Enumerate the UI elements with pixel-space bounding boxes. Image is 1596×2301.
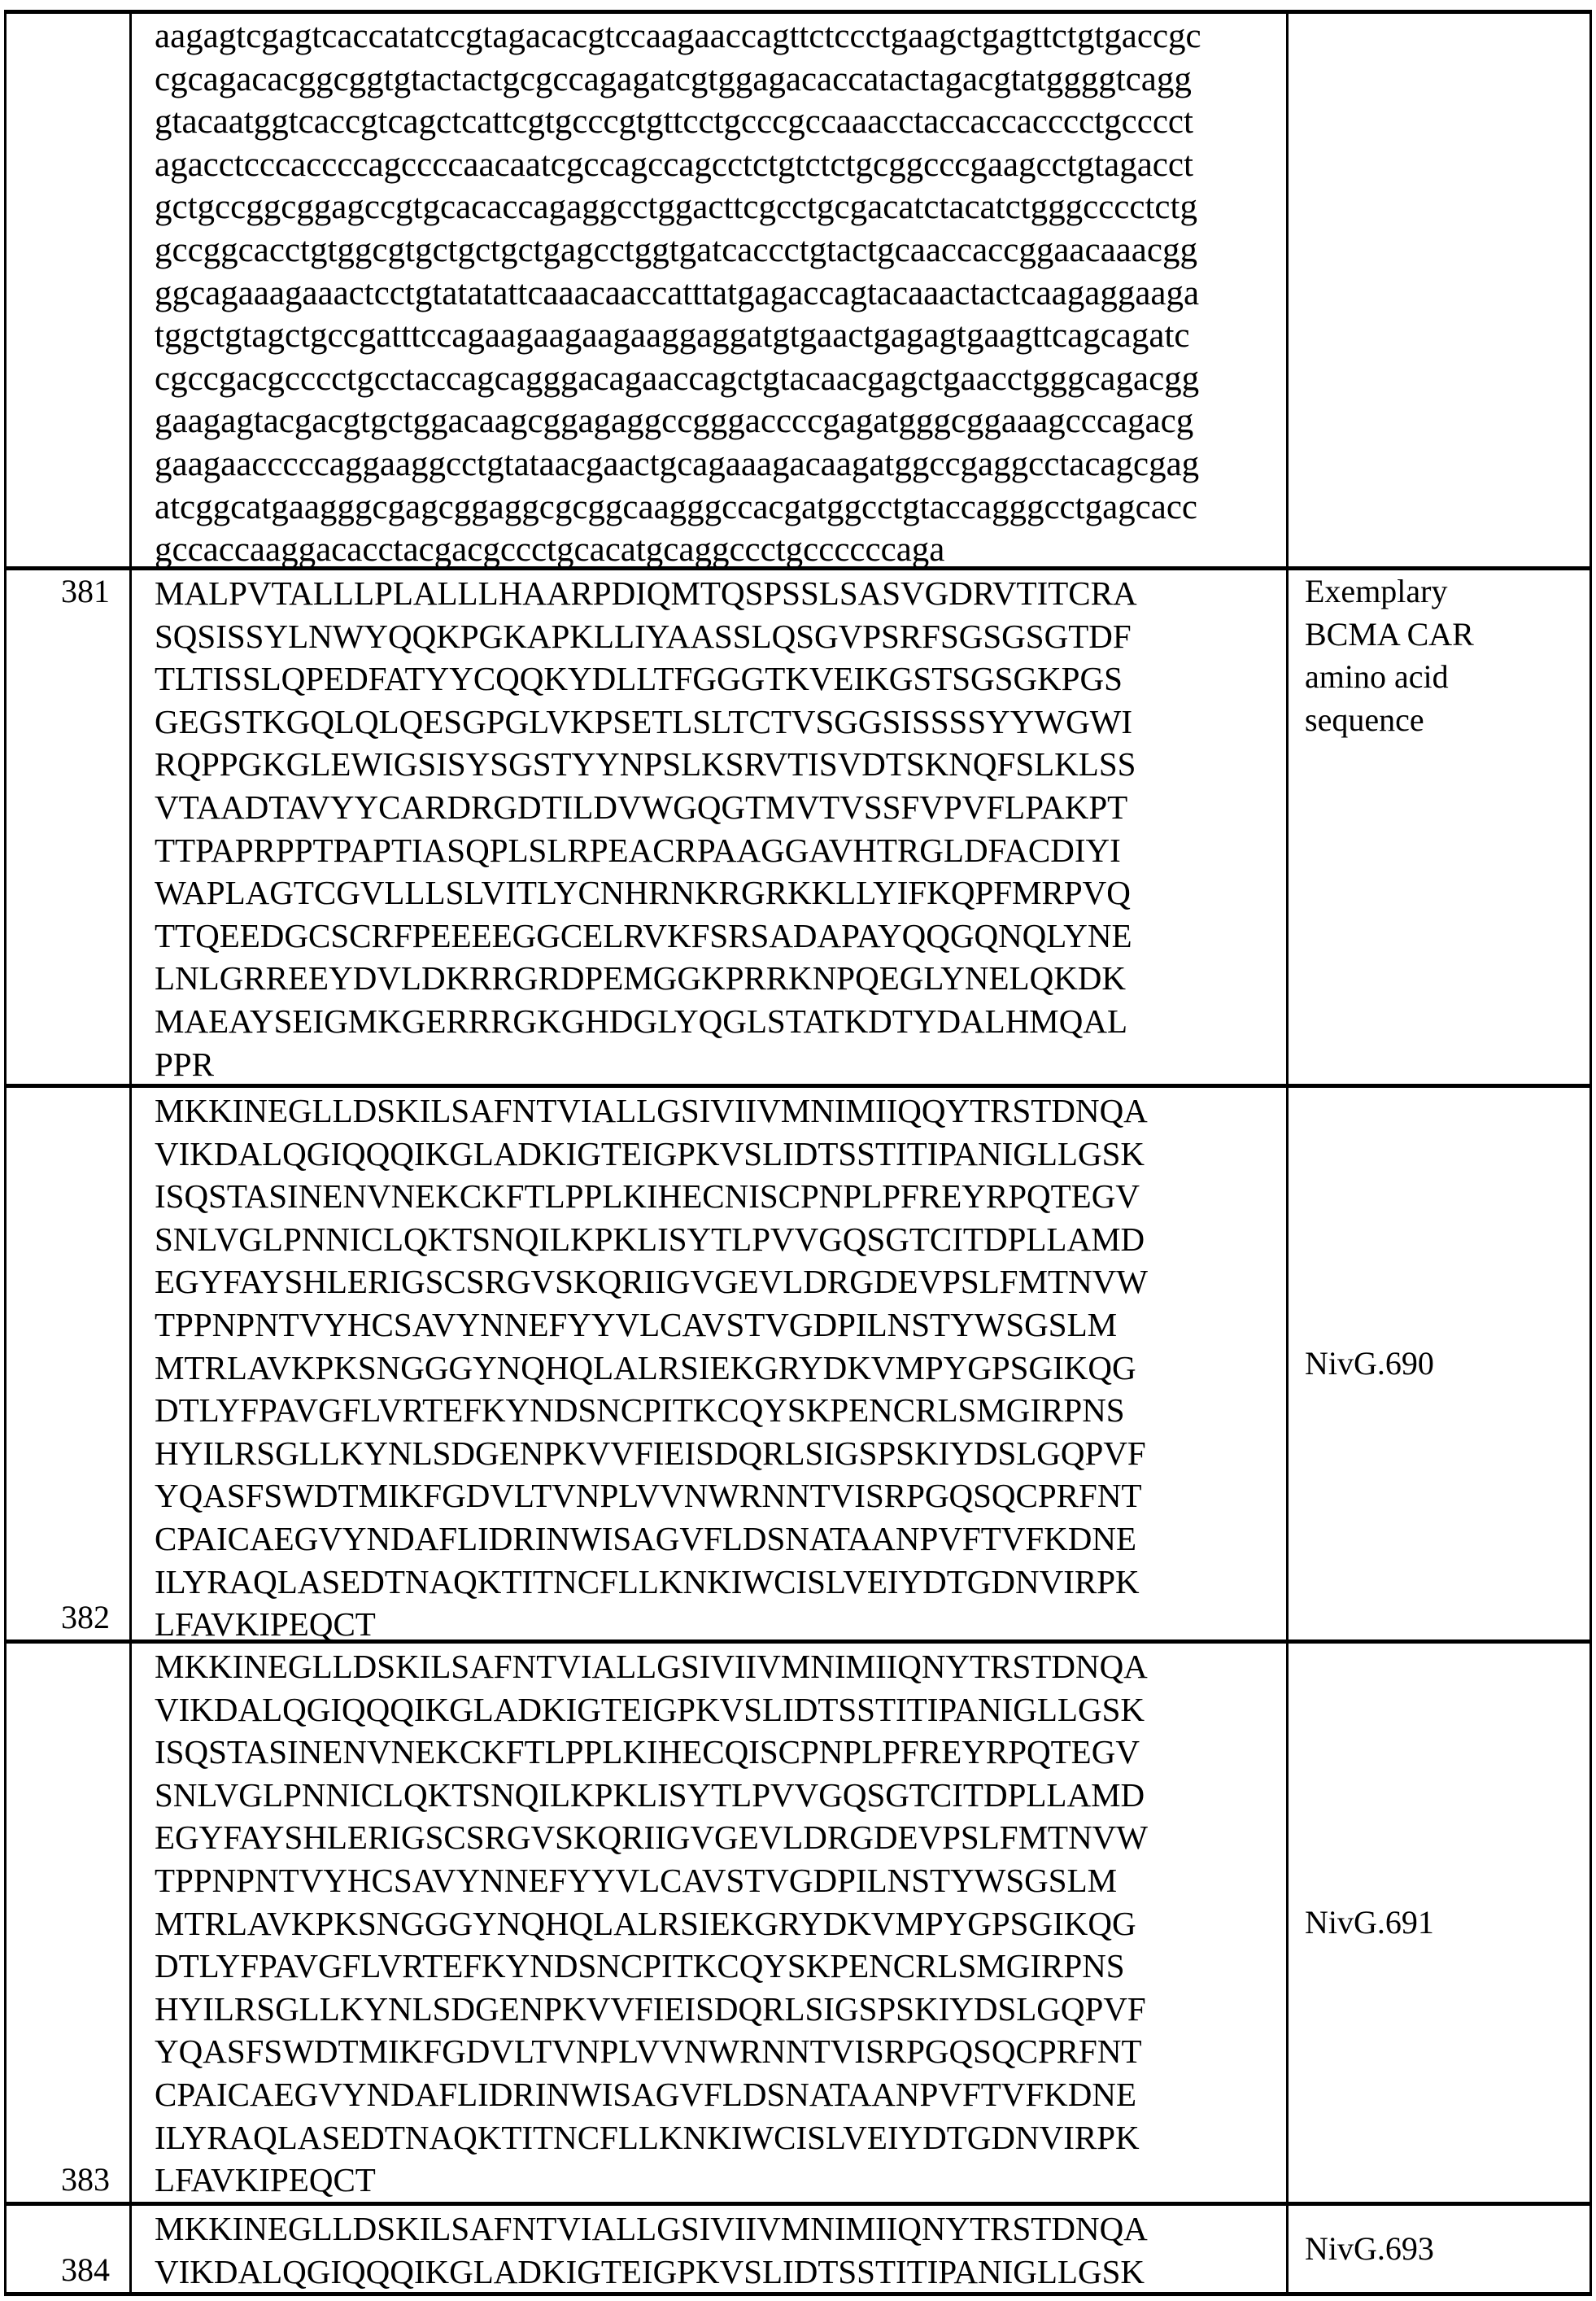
sequence-line: MKKINEGLLDSKILSAFNTVIALLGSIVIIVMNIMIIQNYTRSTDNQA: [155, 2207, 1286, 2251]
sequence-line: YQASFSWDTMIKFGDVLTVNPLVVNWRNNTVISRPGQSQCPRFNT: [155, 2030, 1286, 2073]
sequence-line: SNLVGLPNNICLQKTSNQILKPKLISYTLPVVGQSGTCITDPLLAMD: [155, 1774, 1286, 1817]
description-cell: [1289, 1088, 1589, 1640]
sequence-line: LNLGRREEYDVLDKRRGRDPEMGGKPRRKNPQEGLYNELQKDK: [155, 957, 1286, 1000]
sequence-line: CPAICAEGVYNDAFLIDRINWISAGVFLDSNATAANPVFTVFKDNE: [155, 1517, 1286, 1561]
sequence-line: HYILRSGLLKYNLSDGENPKVVFIEISDQRLSIGSPSKIYDSLGQPVF: [155, 1988, 1286, 2031]
seq-id-number: 381: [61, 570, 110, 613]
seq-id-number: 384: [61, 2249, 110, 2292]
sequence-line: MTRLAVKPKSNGGGYNQHQLALRSIEKGRYDKVMPYGPSGIKQG: [155, 1902, 1286, 1945]
sequence-line: TTPAPRPPTPAPTIASQPLSLRPEACRPAAGGAVHTRGLDFACDIYI: [155, 829, 1286, 872]
sequence-line: ISQSTASINENVNEKCKFTLPPLKIHECQISCPNPLPFREYRPQTEGV: [155, 1731, 1286, 1774]
sequence-line: ggcagaaagaaactcctgtatatattcaaacaaccatttatgagaccagtacaaactactcaagaggaaga: [155, 273, 1286, 316]
sequence-line: GEGSTKGQLQLQESGPGLVKPSETLSLTCTVSGGSISSSSYYWGWI: [155, 701, 1286, 744]
description-line: NivG.690: [1305, 1343, 1589, 1386]
sequence-line: gaagaacccccaggaaggcctgtataacgaactgcagaaagacaagatggccgaggcctacagcgag: [155, 443, 1286, 487]
sequence-line: VIKDALQGIQQQIKGLADKIGTEIGPKVSLIDTSSTITIPANIGLLGSK: [155, 2251, 1286, 2294]
table-row: [7, 1088, 1589, 1644]
sequence-line: TLTISSLQPEDFATYYCQQKYDLLTFGGGTKVEIKGSTSGSGKPGS: [155, 657, 1286, 701]
table-row: [7, 2206, 1589, 2296]
sequence-line: TPPNPNTVYHCSAVYNNEFYYVLCAVSTVGDPILNSTYWSGSLM: [155, 1303, 1286, 1347]
seq-id-cell: [7, 1088, 132, 1640]
sequence-line: gaagagtacgacgtgctggacaagcggagaggccgggaccccgagatgggcggaaagcccagacg: [155, 400, 1286, 443]
description-cell: [1289, 2206, 1589, 2292]
sequence-line: MALPVTALLLPLALLLHAARPDIQMTQSPSSLSASVGDRVTITCRA: [155, 572, 1286, 615]
description-cell: [1289, 14, 1589, 566]
sequence-line: gctgccggcggagccgtgcacaccagaggcctggacttcgcctgcgacatctacatctgggcccctctg: [155, 186, 1286, 229]
sequence-line: tggctgtagctgccgatttccagaagaagaagaaggaggatgtgaactgagagtgaagttcagcagatc: [155, 315, 1286, 358]
table-row: [7, 1644, 1589, 2206]
sequence-line: agacctcccaccccagccccaacaatcgccagccagcctctgtctctgcggcccgaagcctgtagacct: [155, 144, 1286, 187]
seq-id-cell: [7, 2206, 132, 2292]
sequence-line: HYILRSGLLKYNLSDGENPKVVFIEISDQRLSIGSPSKIYDSLGQPVF: [155, 1432, 1286, 1475]
sequence-line: gccaccaaggacacctacgacgccctgcacatgcaggccctgccccccaga: [155, 529, 1286, 572]
description-line: sequence: [1305, 699, 1589, 742]
sequence-cell: [132, 2206, 1289, 2292]
sequence-line: MKKINEGLLDSKILSAFNTVIALLGSIVIIVMNIMIIQNYTRSTDNQA: [155, 1645, 1286, 1688]
sequence-line: MTRLAVKPKSNGGGYNQHQLALRSIEKGRYDKVMPYGPSGIKQG: [155, 1347, 1286, 1390]
sequence-cell: [132, 14, 1289, 566]
sequence-line: ISQSTASINENVNEKCKFTLPPLKIHECNISCPNPLPFREYRPQTEGV: [155, 1175, 1286, 1218]
sequence-line: atcggcatgaagggcgagcggaggcgcggcaagggccacgatggcctgtaccagggcctgagcacc: [155, 487, 1286, 530]
sequence-line: TPPNPNTVYHCSAVYNNEFYYVLCAVSTVGDPILNSTYWSGSLM: [155, 1859, 1286, 1902]
sequence-line: MKKINEGLLDSKILSAFNTVIALLGSIVIIVMNIMIIQQYTRSTDNQA: [155, 1089, 1286, 1133]
sequence-line: gccggcacctgtggcgtgctgctgctgagcctggtgatcaccctgtactgcaaccaccggaacaaacgg: [155, 229, 1286, 273]
sequence-line: PPR: [155, 1043, 1286, 1086]
sequence-cell: [132, 1088, 1289, 1640]
sequence-line: VIKDALQGIQQQIKGLADKIGTEIGPKVSLIDTSSTITIPANIGLLGSK: [155, 1133, 1286, 1176]
sequence-cell: [132, 570, 1289, 1084]
seq-id-number: 382: [61, 1596, 110, 1640]
description-cell: [1289, 1644, 1589, 2202]
seq-id-number: 383: [61, 2159, 110, 2202]
sequence-line: SNLVGLPNNICLQKTSNQILKPKLISYTLPVVGQSGTCITDPLLAMD: [155, 1218, 1286, 1261]
sequence-line: LFAVKIPEQCT: [155, 2159, 1286, 2202]
sequence-line: EGYFAYSHLERIGSCSRGVSKQRIIGVGEVLDRGDEVPSLFMTNVW: [155, 1260, 1286, 1303]
sequence-line: VIKDALQGIQQQIKGLADKIGTEIGPKVSLIDTSSTITIPANIGLLGSK: [155, 1688, 1286, 1731]
sequence-line: DTLYFPAVGFLVRTEFKYNDSNCPITKCQYSKPENCRLSMGIRPNS: [155, 1389, 1286, 1432]
sequence-line: cgcagacacggcggtgtactactgcgccagagatcgtggagacaccatactagacgtatggggtcagg: [155, 59, 1286, 102]
description-line: NivG.693: [1305, 2228, 1589, 2271]
sequence-table: [4, 10, 1592, 2296]
sequence-line: DTLYFPAVGFLVRTEFKYNDSNCPITKCQYSKPENCRLSMGIRPNS: [155, 1945, 1286, 1988]
sequence-line: VTAADTAVYYCARDRGDTILDVWGQGTMVTVSSFVPVFLPAKPT: [155, 786, 1286, 829]
description-line: Exemplary: [1305, 570, 1589, 613]
sequence-line: gtacaatggtcaccgtcagctcattcgtgcccgtgttcctgcccgccaaacctaccaccacccctgcccct: [155, 101, 1286, 144]
sequence-line: MAEAYSEIGMKGERRRGKGHDGLYQGLSTATKDTYDALHMQAL: [155, 1000, 1286, 1043]
sequence-line: LFAVKIPEQCT: [155, 1603, 1286, 1646]
seq-id-cell: [7, 1644, 132, 2202]
sequence-line: TTQEEDGCSCRFPEEEEGGCELRVKFSRSADAPAYQQGQNQLYNE: [155, 915, 1286, 958]
sequence-line: ILYRAQLASEDTNAQKTITNCFLLKNKIWCISLVEIYDTGDNVIRPK: [155, 1561, 1286, 1604]
description-line: amino acid: [1305, 656, 1589, 699]
sequence-line: YQASFSWDTMIKFGDVLTVNPLVVNWRNNTVISRPGQSQCPRFNT: [155, 1474, 1286, 1517]
sequence-line: CPAICAEGVYNDAFLIDRINWISAGVFLDSNATAANPVFTVFKDNE: [155, 2073, 1286, 2116]
sequence-line: EGYFAYSHLERIGSCSRGVSKQRIIGVGEVLDRGDEVPSLFMTNVW: [155, 1816, 1286, 1859]
seq-id-cell: [7, 14, 132, 566]
sequence-line: WAPLAGTCGVLLLSLVITLYCNHRNKRGRKKLLYIFKQPFMRPVQ: [155, 871, 1286, 915]
sequence-cell: [132, 1644, 1289, 2202]
description-line: NivG.691: [1305, 1901, 1589, 1945]
sequence-line: cgccgacgcccctgcctaccagcagggacagaaccagctgtacaacgagctgaacctgggcagacgg: [155, 358, 1286, 401]
table-row: [7, 10, 1589, 570]
sequence-line: ILYRAQLASEDTNAQKTITNCFLLKNKIWCISLVEIYDTGDNVIRPK: [155, 2116, 1286, 2159]
table-row: [7, 570, 1589, 1088]
sequence-line: RQPPGKGLEWIGSISYSGSTYYNPSLKSRVTISVDTSKNQFSLKLSS: [155, 743, 1286, 786]
description-cell: [1289, 570, 1589, 1084]
sequence-line: aagagtcgagtcaccatatccgtagacacgtccaagaaccagttctccctgaagctgagttctgtgaccgc: [155, 15, 1286, 59]
seq-id-cell: [7, 570, 132, 1084]
description-line: BCMA CAR: [1305, 613, 1589, 657]
sequence-line: SQSISSYLNWYQQKPGKAPKLLIYAASSLQSGVPSRFSGSGSGTDF: [155, 615, 1286, 658]
